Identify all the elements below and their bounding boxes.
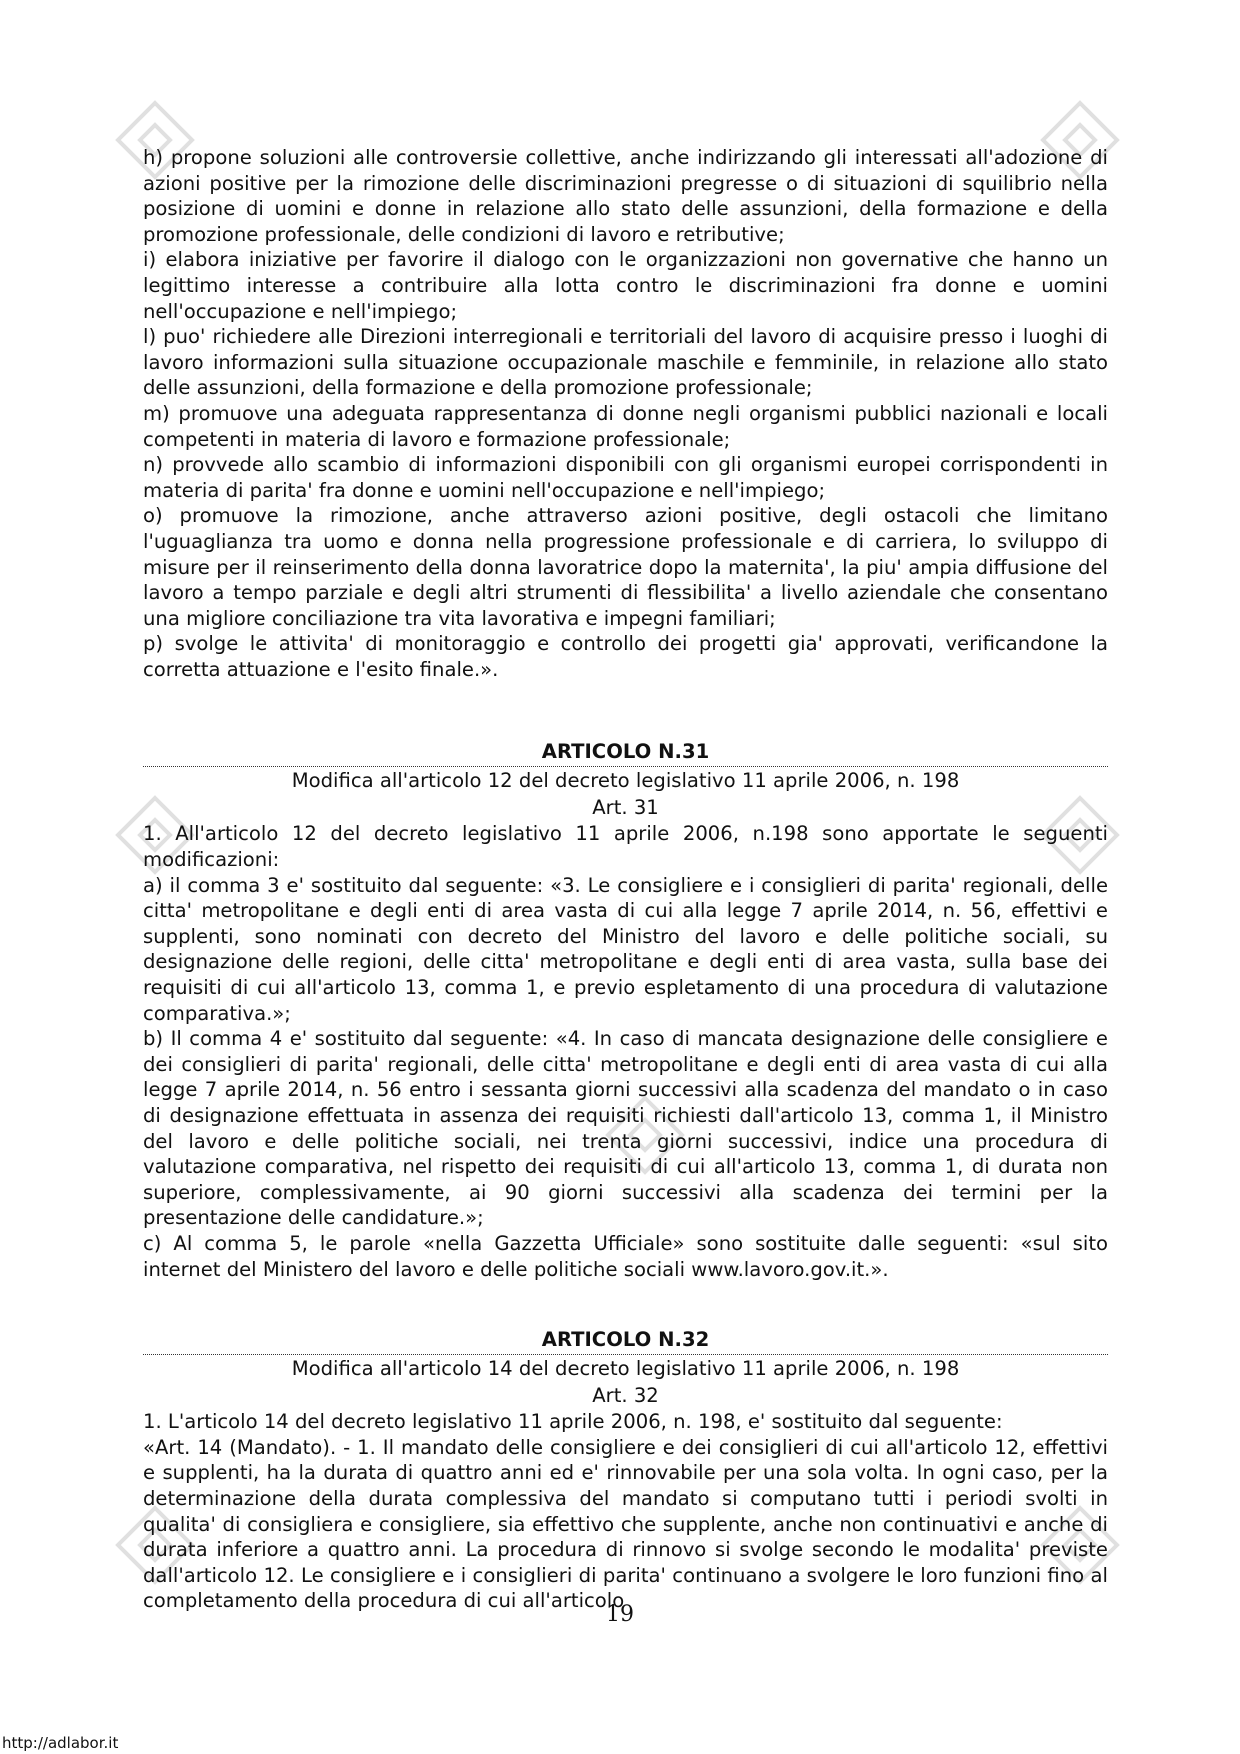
article-paragraph: b) Il comma 4 e' sostituito dal seguente: «4. In caso di mancata designazione delle consigliere e dei consiglieri di parita' regionali, delle citta' metropolitane e degli enti di area vasta di cui alla legge 7 aprile 2014, n. 56 entro i sessanta giorni successivi alla scadenza del mandato o in caso di designazione effettuata in assenza dei requisiti richiesti dall'articolo 13, comma 1, il Ministro del lavoro e delle politiche sociali, nei trenta giorni successivi, indice una procedura di valutazione comparativa, nel rispetto dei requisiti di cui all'articolo 13, comma 1, di durata non superiore, complessivamente, ai 90 giorni successivi alla scadenza dei termini per la presentazione delle candidature.»; [143, 1027, 1108, 1230]
list-item-p: p) svolge le attivita' di monitoraggio e controllo dei progetti gia' approvati, verificandone la corretta attuazione e l'esito finale.». [143, 632, 1108, 681]
list-item-i: i) elabora iniziative per favorire il dialogo con le organizzazioni non governative che hanno un legittimo interesse a contribuire alla lotta contro le discriminazioni fra donne e uomini nell'occupazione e nell'impiego; [143, 248, 1108, 323]
article-heading: ARTICOLO N.32 [143, 1328, 1108, 1355]
article-31 [143, 740, 1108, 1282]
article-paragraph: 1. L'articolo 14 del decreto legislativo 11 aprile 2006, n. 198, e' sostituito dal seguente: [143, 1410, 1003, 1434]
article-body [143, 821, 1108, 1282]
article-heading: ARTICOLO N.31 [143, 740, 1108, 767]
article-paragraph: «Art. 14 (Mandato). - 1. Il mandato delle consigliere e dei consiglieri di cui all'articolo 12, effettivi e supplenti, ha la durata di quattro anni ed e' rinnovabile per una sola volta. In ogni caso, per la determinazione della durata complessiva del mandato si computano tutti i periodi svolti in qualita' di consigliera e consigliere, sia effettivo che supplente, anche non continuativi e anche di durata inferiore a quattro anni. La procedura di rinnovo si svolge secondo le modalita' previste dall'articolo 12. Le consigliere e i consiglieri di parita' continuano a svolgere le loro funzioni fino al completamento della procedura di cui all'articolo [143, 1435, 1108, 1613]
article-subtitle: Modifica all'articolo 14 del decreto legislativo 11 aprile 2006, n. 198 [291, 1357, 960, 1381]
article-paragraph: c) Al comma 5, le parole «nella Gazzetta Ufficiale» sono sostituite dalle seguenti: «sul sito internet del Ministero del lavoro e delle politiche sociali www.lavoro.gov.it.». [143, 1231, 1108, 1281]
list-item-o: o) promuove la rimozione, anche attraverso azioni positive, degli ostacoli che limitano l'uguaglianza tra uomo e donna nella progressione professionale e di carriera, lo sviluppo di misure per il reinserimento della donna lavoratrice dopo la maternita', la piu' ampia diffusione del lavoro a tempo parziale e degli altri strumenti di flessibilita' a livello aziendale che consentano una migliore conciliazione tra vita lavorativa e impegni familiari; [143, 504, 1108, 630]
article-body [143, 1409, 1108, 1614]
article-paragraph: a) il comma 3 e' sostituito dal seguente: «3. Le consigliere e i consiglieri di parita' regionali, delle citta' metropolitane e degli enti di area vasta di cui alla legge 7 aprile 2014, n. 56, effettivi e supplenti, sono nominati con decreto del Ministro del lavoro e delle politiche sociali, su designazione delle regioni, delle citta' metropolitane e degli enti di area vasta, sulla base dei requisiti di cui all'articolo 13, comma 1, e previo espletamento di una procedura di valutazione comparativa.»; [143, 873, 1108, 1025]
article-paragraph: 1. All'articolo 12 del decreto legislativo 11 aprile 2006, n.198 sono apportate le seguenti modificazioni: [143, 822, 1108, 872]
list-item-n: n) provvede allo scambio di informazioni disponibili con gli organismi europei corrispondenti in materia di parita' fra donne e uomini nell'occupazione e nell'impiego; [143, 453, 1108, 502]
article-subtitle: Modifica all'articolo 12 del decreto legislativo 11 aprile 2006, n. 198 [291, 769, 960, 793]
article-number: Art. 31 [592, 796, 659, 820]
list-item-m: m) promuove una adeguata rappresentanza di donne negli organismi pubblici nazionali e locali competenti in materia di lavoro e formazione professionale; [143, 401, 1108, 451]
list-item-l: l) puo' richiedere alle Direzioni interregionali e territoriali del lavoro di acquisire presso i luoghi di lavoro informazioni sulla situazione occupazionale maschile e femminile, in relazione allo stato delle assunzioni, della formazione e della promozione professionale; [143, 325, 1108, 400]
continuation-section [143, 145, 1108, 682]
page-number: 19 [606, 1602, 634, 1627]
list-item-h: h) propone soluzioni alle controversie collettive, anche indirizzando gli interessati all'adozione di azioni positive per la rimozione delle discriminazioni pregresse o di situazioni di squilibrio nella posizione di uomini e donne in relazione allo stato delle assunzioni, della formazione e della promozione professionale, delle condizioni di lavoro e retributive; [143, 146, 1108, 246]
footer-url: http://adlabor.it [2, 1734, 119, 1752]
article-32 [143, 1328, 1108, 1614]
article-number: Art. 32 [592, 1384, 659, 1408]
document-body [143, 145, 1108, 1614]
